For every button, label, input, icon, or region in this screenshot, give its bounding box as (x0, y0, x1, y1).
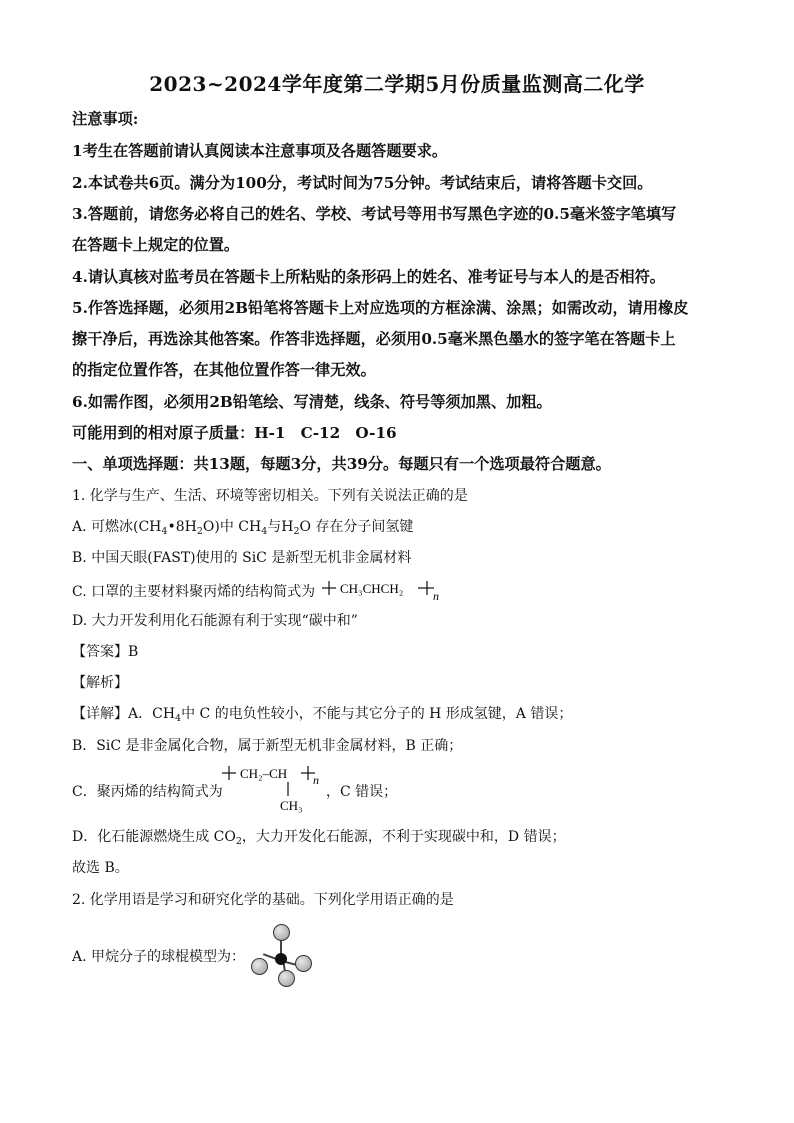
q1-stem: 1. 化学与生产、生活、环境等密切相关。下列有关说法正确的是 (72, 488, 468, 504)
formula-n: n (313, 773, 319, 787)
q1-analysis-label: 【解析】 (72, 675, 128, 691)
q1-option-b: B. 中国天眼(FAST)使用的 SiC 是新型无机非金属材料 (72, 550, 412, 566)
q1-detail-a: 【详解】A．$CH_4$中 C 的电负性较小，不能与其它分子的 H 形成氢键，A 错误； (72, 706, 573, 724)
q1-conclusion: 故选 B。 (72, 860, 129, 876)
formula-methyl: CH₃ (280, 798, 303, 813)
notice-item-5-cont: 擦干净后，再选涂其他答案。作答非选择题，必须用0.5毫米黑色墨水的签字笔在答题卡上 (72, 330, 676, 348)
notice-item-1: 1考生在答题前请认真阅读本注意事项及各题答题要求。 (72, 142, 448, 160)
notice-item-3-cont: 在答题卡上规定的位置。 (72, 236, 240, 254)
section-heading: 一、单项选择题：共13题，每题3分，共39分。每题只有一个选项最符合题意。 (72, 455, 611, 473)
methane-ball-stick-model (248, 922, 318, 992)
c-formula-n: n (432, 589, 439, 602)
notice-item-3: 3.答题前，请您务必将自己的姓名、学校、考试号等用书写黑色字迹的0.5毫米签字笔填写 (72, 205, 677, 223)
q2-stem: 2. 化学用语是学习和研究化学的基础。下列化学用语正确的是 (72, 892, 454, 908)
q1-option-c: C. 口罩的主要材料聚丙烯的结构简式为 CH₃CHCH₂ n (72, 578, 732, 606)
q1-answer: 【答案】B (72, 644, 139, 660)
notice-item-5: 5.作答选择题，必须用2B铅笔将答题卡上对应选项的方框涂满、涂黑；如需改动，请用橡皮 (72, 299, 689, 317)
c-formula-text: CH₃CHCH₂ (339, 581, 403, 596)
exam-title: 2023~2024学年度第二学期5月份质量监测高二化学 (149, 72, 645, 96)
q1-detail-b: B．SiC 是非金属化合物，属于新型无机非金属材料，B 正确； (72, 738, 463, 754)
notice-heading: 注意事项: (72, 110, 139, 128)
q1-detail-c: C．聚丙烯的结构简式为 (72, 784, 223, 800)
notice-item-5-cont2: 的指定位置作答，在其他位置作答一律无效。 (72, 361, 376, 379)
polypropylene-wrong-formula (320, 578, 448, 606)
q1-option-d: D. 大力开发利用化石能源有利于实现“碳中和” (72, 613, 358, 629)
q1-option-a: A. 可燃冰$(CH_4•8H_2O)$中 $CH_4$与$H_2O$ 存在分子间氢键 (72, 519, 414, 537)
q2-option-a: A. 甲烷分子的球棍模型为： (72, 949, 246, 965)
notice-item-4: 4.请认真核对监考员在答题卡上所粘贴的条形码上的姓名、准考证号与本人的是否相符。 (72, 268, 665, 286)
notice-item-2: 2.本试卷共6页。满分为100分，考试时间为75分钟。考试结束后，请将答题卡交回。 (72, 174, 653, 192)
q1-detail-d: D．化石能源燃烧生成 $CO_2$，大力开发化石能源，不利于实现碳中和，D 错误； (72, 829, 566, 847)
q1-detail-c-end: ，C 错误； (326, 784, 398, 800)
atomic-mass-line: 可能用到的相对原子质量：H-1 C-12 O-16 (72, 424, 397, 442)
polypropylene-structural-formula (220, 760, 330, 820)
formula-backbone: CH₂–CH (240, 766, 288, 781)
notice-item-6: 6.如需作图，必须用2B铅笔绘、写清楚，线条、符号等须加黑、加粗。 (72, 393, 552, 411)
